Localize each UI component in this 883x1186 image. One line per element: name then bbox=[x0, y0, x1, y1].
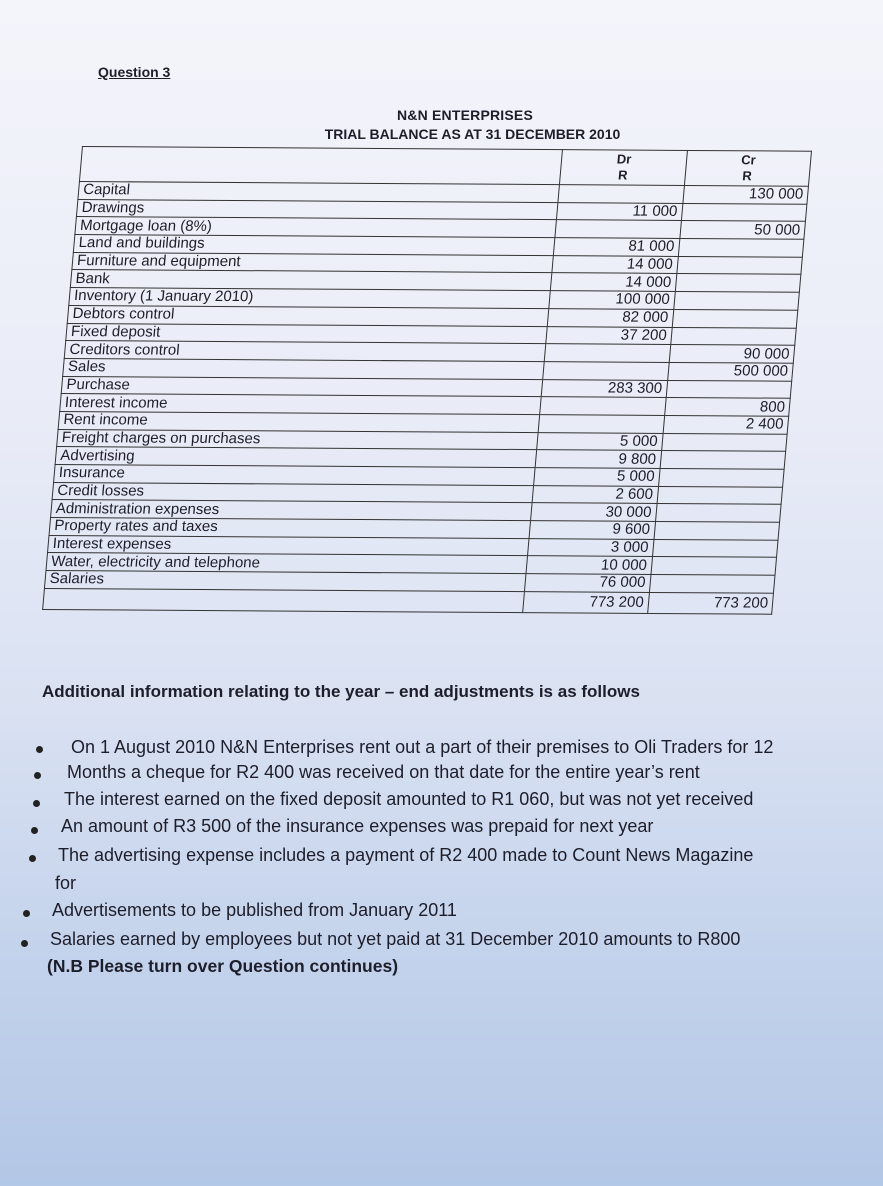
adjustment-line: The interest earned on the fixed deposit amounted to R1 060, but was not yet received bbox=[64, 789, 754, 809]
credit-amount: 90 000 bbox=[669, 345, 795, 363]
debit-amount: 3 000 bbox=[528, 538, 654, 556]
adjustment-line: Advertisements to be published from January 2011 bbox=[52, 900, 457, 920]
account-name: Drawings bbox=[76, 199, 558, 220]
debit-amount: 9 800 bbox=[535, 450, 661, 468]
debit-amount: 11 000 bbox=[557, 202, 683, 220]
account-name: Bank bbox=[70, 270, 552, 291]
debit-amount: 81 000 bbox=[554, 238, 680, 256]
account-name: Interest income bbox=[60, 394, 542, 415]
header-dr-currency: R bbox=[617, 167, 629, 183]
adjustment-line: On 1 August 2010 N&N Enterprises rent out a part of their premises to Oli Traders for 12 bbox=[71, 737, 774, 757]
adjustment-line: The advertising expense includes a payment of R2 400 made to Count News Magazine bbox=[58, 845, 754, 865]
total-debit: 773 200 bbox=[523, 591, 649, 613]
turn-over-note: (N.B Please turn over Question continues) bbox=[47, 956, 399, 976]
account-name: Advertising bbox=[55, 447, 537, 468]
account-name: Credit losses bbox=[52, 482, 534, 503]
account-name: Salaries bbox=[44, 571, 526, 592]
credit-amount: 500 000 bbox=[667, 362, 793, 380]
trial-balance-title: TRIAL BALANCE AS AT 31 DECEMBER 2010 bbox=[324, 126, 621, 142]
adjustment-line: An amount of R3 500 of the insurance expenses was prepaid for next year bbox=[61, 816, 654, 836]
account-name: Freight charges on purchases bbox=[57, 429, 539, 450]
debit-amount: 9 600 bbox=[529, 521, 655, 539]
account-name: Water, electricity and telephone bbox=[46, 553, 528, 574]
debit-amount: 14 000 bbox=[551, 273, 677, 291]
bullet-icon bbox=[36, 746, 43, 753]
question-label: Question 3 bbox=[98, 64, 171, 80]
company-name: N&N ENTERPRISES bbox=[396, 107, 534, 123]
debit-amount: 14 000 bbox=[552, 255, 678, 273]
bullet-icon bbox=[31, 827, 38, 834]
credit-amount: 800 bbox=[664, 398, 790, 416]
header-cr-label: Cr bbox=[740, 152, 757, 168]
account-name: Mortgage loan (8%) bbox=[75, 217, 557, 238]
account-name: Rent income bbox=[58, 411, 540, 432]
debit-amount: 100 000 bbox=[549, 291, 675, 309]
adjustment-line: Months a cheque for R2 400 was received on that date for the entire year’s rent bbox=[67, 762, 700, 782]
adjustment-line: Salaries earned by employees but not yet paid at 31 December 2010 amounts to R800 bbox=[50, 929, 741, 949]
bullet-icon bbox=[21, 940, 28, 947]
account-name: Furniture and equipment bbox=[72, 252, 554, 273]
debit-amount: 5 000 bbox=[537, 432, 663, 450]
credit-amount: 2 400 bbox=[663, 415, 789, 433]
header-cr-currency: R bbox=[741, 168, 753, 184]
debit-amount: 5 000 bbox=[534, 468, 660, 486]
debit-amount: 2 600 bbox=[532, 485, 658, 503]
bullet-icon bbox=[23, 910, 30, 917]
account-name: Interest expenses bbox=[48, 535, 530, 556]
account-name: Inventory (1 January 2010) bbox=[69, 288, 551, 309]
debit-amount: 82 000 bbox=[548, 308, 674, 326]
debit-amount: 283 300 bbox=[542, 379, 668, 397]
header-dr-label: Dr bbox=[616, 151, 633, 167]
account-name: Property rates and taxes bbox=[49, 518, 531, 539]
account-name: Creditors control bbox=[64, 341, 546, 362]
account-name: Land and buildings bbox=[73, 235, 555, 256]
credit-amount: 130 000 bbox=[683, 185, 809, 203]
debit-amount: 30 000 bbox=[531, 503, 657, 521]
account-name: Capital bbox=[78, 182, 560, 203]
bullet-icon bbox=[34, 772, 41, 779]
bullet-icon bbox=[29, 855, 36, 862]
debit-amount: 76 000 bbox=[525, 574, 651, 592]
account-name: Purchase bbox=[61, 376, 543, 397]
account-name: Insurance bbox=[54, 465, 536, 486]
adjustment-line: for bbox=[55, 873, 77, 893]
debit-amount: 10 000 bbox=[526, 556, 652, 574]
total-credit: 773 200 bbox=[647, 592, 773, 614]
debit-amount: 37 200 bbox=[546, 326, 672, 344]
account-name: Fixed deposit bbox=[66, 323, 548, 344]
bullet-icon bbox=[33, 800, 40, 807]
account-name: Debtors control bbox=[67, 305, 549, 326]
credit-amount: 50 000 bbox=[680, 221, 806, 239]
account-name: Sales bbox=[63, 358, 545, 379]
adjustments-heading: Additional information relating to the year – end adjustments is as follows bbox=[42, 682, 640, 701]
account-name: Administration expenses bbox=[51, 500, 533, 521]
